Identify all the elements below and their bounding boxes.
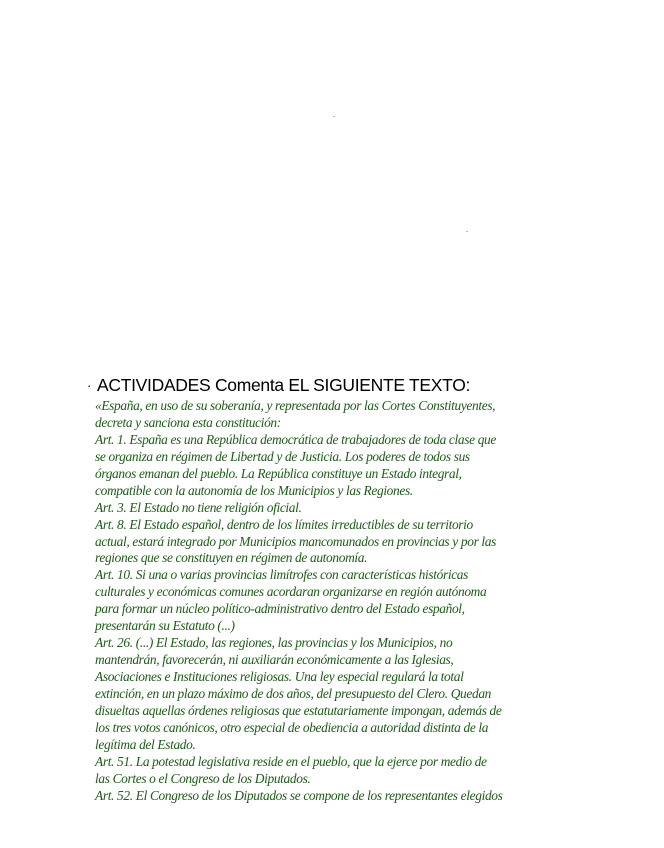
text-line: actual, estará integrado por Municipios mancomunados en provincias y por las <box>95 533 496 549</box>
text-line: «España, en uso de su soberanía, y representada por las Cortes Constituyentes, <box>95 398 496 413</box>
text-line: Art. 26. (...) El Estado, las regiones, las provincias y los Municipios, no <box>95 635 453 651</box>
text-line: se organiza en régimen de Libertad y de Justicia. Los poderes de todos sus <box>95 448 470 464</box>
text-line: presentarán su Estatuto (...) <box>95 618 235 634</box>
text-line: Art. 52. El Congreso de los Diputados se compone de los representantes elegidos <box>95 787 503 803</box>
text-line: Asociaciones e Instituciones religiosas. Una ley especial regulará la total <box>95 669 464 684</box>
text-line: compatible con la autonomía de los Municipios y las Regiones. <box>95 482 413 498</box>
text-line: las Cortes o el Congreso de los Diputados. <box>95 770 311 786</box>
text-line: extinción, en un plazo máximo de dos años, del presupuesto del Clero. Quedan <box>95 685 492 701</box>
text-line: Art. 3. El Estado no tiene religión oficial. <box>95 499 302 515</box>
heading-text: ACTIVIDADES Comenta EL SIGUIENTE TEXTO: <box>97 375 471 395</box>
scan-speck <box>333 116 335 117</box>
text-line: Art. 51. La potestad legislativa reside en el pueblo, que la ejerce por medio de <box>95 753 487 769</box>
text-line: órganos emanan del pueblo. La República constituye un Estado integral, <box>95 465 462 481</box>
text-line: mantendrán, favorecerán, ni auxiliarán económicamente a las Iglesias, <box>95 652 454 668</box>
text-line: los tres votos canónicos, otro especial de obediencia a autoridad distinta de la <box>95 719 489 735</box>
heading-bullet: · <box>87 378 92 393</box>
text-line: regiones que se constituyen en régimen de autonomía. <box>95 550 368 566</box>
activities-heading <box>87 374 647 397</box>
text-line: culturales y económicas comunes acordaran organizarse en región autónoma <box>95 584 487 600</box>
scan-speck <box>466 231 468 232</box>
text-line: Art. 1. España es una República democrática de trabajadores de toda clase que <box>95 431 496 447</box>
text-line: Art. 10. Si una o varias provincias limítrofes con características históricas <box>95 567 469 583</box>
constitution-excerpt <box>95 398 575 805</box>
text-line: legítima del Estado. <box>95 736 196 752</box>
text-line: decreta y sanciona esta constitución: <box>95 414 281 430</box>
text-line: Art. 8. El Estado español, dentro de los límites irreductibles de su territorio <box>95 516 473 532</box>
text-line: para formar un núcleo político-administrativo dentro del Estado español, <box>95 601 465 617</box>
text-line: disueltas aquellas órdenes religiosas que estatutariamente impongan, además de <box>95 702 502 718</box>
